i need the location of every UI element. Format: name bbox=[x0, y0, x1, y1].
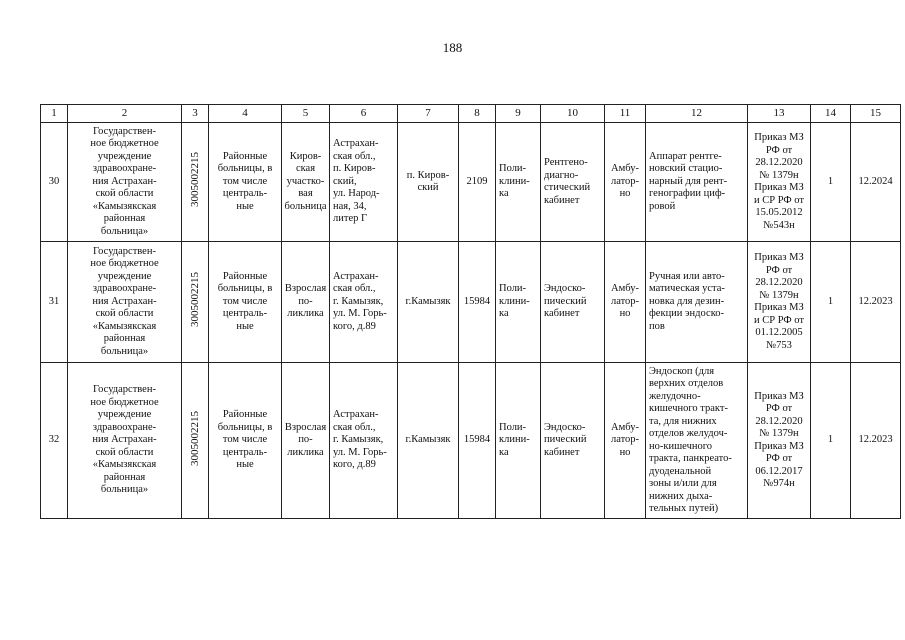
due-date: 12.2023 bbox=[851, 363, 901, 519]
locality: п. Киров- ский bbox=[398, 123, 459, 242]
row-number: 31 bbox=[41, 242, 68, 363]
department: Взрослая по- ликлика bbox=[282, 242, 330, 363]
facility-type: Районные больницы, в том числе централь- ные bbox=[209, 363, 282, 519]
address: Астрахан- ская обл., п. Киров- ский, ул. Народ- ная, 34, литер Г bbox=[330, 123, 398, 242]
department: Киров- ская участко- вая больница bbox=[282, 123, 330, 242]
inn: 3005002215 bbox=[182, 123, 209, 242]
equipment-table bbox=[40, 104, 901, 519]
header-cell: 8 bbox=[459, 105, 496, 123]
table-row bbox=[41, 242, 901, 363]
facility-type: Районные больницы, в том числе централь- ные bbox=[209, 123, 282, 242]
header-cell: 10 bbox=[541, 105, 605, 123]
header-cell: 9 bbox=[496, 105, 541, 123]
header-cell: 3 bbox=[182, 105, 209, 123]
cabinet: Эндоско- пический кабинет bbox=[541, 363, 605, 519]
population: 15984 bbox=[459, 242, 496, 363]
inn: 3005002215 bbox=[182, 363, 209, 519]
address: Астрахан- ская обл., г. Камызяк, ул. М. Горь- кого, д.89 bbox=[330, 363, 398, 519]
header-cell: 2 bbox=[68, 105, 182, 123]
due-date: 12.2023 bbox=[851, 242, 901, 363]
population: 2109 bbox=[459, 123, 496, 242]
table-row bbox=[41, 123, 901, 242]
population: 15984 bbox=[459, 363, 496, 519]
quantity: 1 bbox=[811, 363, 851, 519]
locality: г.Камызяк bbox=[398, 363, 459, 519]
header-cell: 12 bbox=[646, 105, 748, 123]
header-cell: 15 bbox=[851, 105, 901, 123]
page-number: 188 bbox=[442, 40, 463, 55]
row-number: 30 bbox=[41, 123, 68, 242]
department: Взрослая по- ликлика bbox=[282, 363, 330, 519]
table-row bbox=[41, 363, 901, 519]
inn: 3005002215 bbox=[182, 242, 209, 363]
quantity: 1 bbox=[811, 123, 851, 242]
header-cell: 5 bbox=[282, 105, 330, 123]
header-cell: 14 bbox=[811, 105, 851, 123]
equipment: Аппарат рентге- новский стацио- нарный для рент- генографии циф- ровой bbox=[646, 123, 748, 242]
due-date: 12.2024 bbox=[851, 123, 901, 242]
row-number: 32 bbox=[41, 363, 68, 519]
unit-type: Поли- клини- ка bbox=[496, 363, 541, 519]
header-cell: 11 bbox=[605, 105, 646, 123]
equipment: Эндоскоп (для верхних отделов желудочно- кишечного тракт- та, для нижних отделов желудоч- но-кишечного тракта, панкреато- дуоденальной зоны и/или для нижних дыха- тельных путей) bbox=[646, 363, 748, 519]
cabinet: Эндоско- пический кабинет bbox=[541, 242, 605, 363]
care-condition: Амбу- латор- но bbox=[605, 242, 646, 363]
organization-name: Государствен- ное бюджетное учреждение здравоохране- ния Астрахан- ской области «Камызякская районная больница» bbox=[68, 363, 182, 519]
unit-type: Поли- клини- ка bbox=[496, 123, 541, 242]
care-condition: Амбу- латор- но bbox=[605, 123, 646, 242]
unit-type: Поли- клини- ка bbox=[496, 242, 541, 363]
order-reference: Приказ МЗ РФ от 28.12.2020 № 1379н Приказ МЗ и СР РФ от 15.05.2012 №543н bbox=[748, 123, 811, 242]
header-cell: 7 bbox=[398, 105, 459, 123]
header-cell: 6 bbox=[330, 105, 398, 123]
order-reference: Приказ МЗ РФ от 28.12.2020 № 1379н Приказ МЗ и СР РФ от 01.12.2005 №753 bbox=[748, 242, 811, 363]
header-cell: 13 bbox=[748, 105, 811, 123]
organization-name: Государствен- ное бюджетное учреждение здравоохране- ния Астрахан- ской области «Камызякская районная больница» bbox=[68, 123, 182, 242]
header-cell: 1 bbox=[41, 105, 68, 123]
care-condition: Амбу- латор- но bbox=[605, 363, 646, 519]
address: Астрахан- ская обл., г. Камызяк, ул. М. Горь- кого, д.89 bbox=[330, 242, 398, 363]
locality: г.Камызяк bbox=[398, 242, 459, 363]
header-row bbox=[41, 105, 901, 123]
equipment: Ручная или авто- матическая уста- новка для дезин- фекции эндоско- пов bbox=[646, 242, 748, 363]
cabinet: Рентгено- диагно- стический кабинет bbox=[541, 123, 605, 242]
order-reference: Приказ МЗ РФ от 28.12.2020 № 1379н Приказ МЗ РФ от 06.12.2017 №974н bbox=[748, 363, 811, 519]
header-cell: 4 bbox=[209, 105, 282, 123]
organization-name: Государствен- ное бюджетное учреждение здравоохране- ния Астрахан- ской области «Камызякская районная больница» bbox=[68, 242, 182, 363]
quantity: 1 bbox=[811, 242, 851, 363]
facility-type: Районные больницы, в том числе централь- ные bbox=[209, 242, 282, 363]
